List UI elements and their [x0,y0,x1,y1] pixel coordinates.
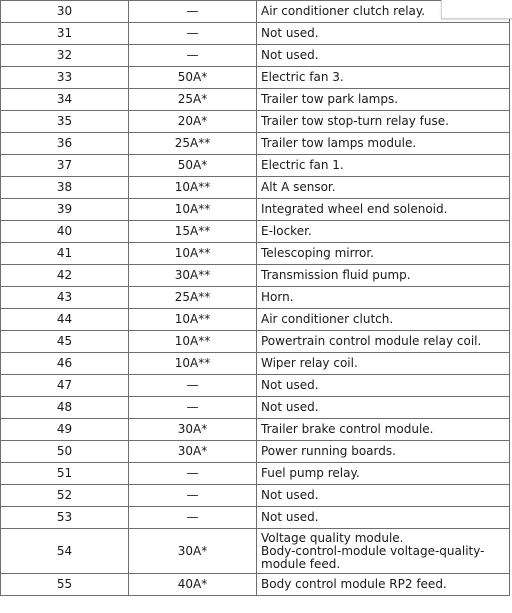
fuse-description-cell [257,199,510,221]
fuse-description-cell [257,89,510,111]
fuse-description-cell [257,529,510,574]
fuse-number-cell: 49 [1,419,129,441]
fuse-amperage-cell: 30A** [129,265,257,287]
fuse-description-cell [257,507,510,529]
table-row [1,133,510,155]
fuse-description-cell [257,463,510,485]
fuse-amperage-cell: 30A* [129,419,257,441]
fuse-description-cell [257,353,510,375]
table-row [1,111,510,133]
fuse-amperage-cell: — [129,397,257,419]
fuse-number-cell: 51 [1,463,129,485]
table-row [1,375,510,397]
fuse-number-cell: 50 [1,441,129,463]
fuse-amperage-cell: 40A* [129,574,257,596]
fuse-number-cell: 43 [1,287,129,309]
table-row [1,574,510,596]
description-line: Not used. [261,510,319,524]
fuse-description-cell [257,287,510,309]
fuse-number-cell: 39 [1,199,129,221]
fuse-number-cell: 34 [1,89,129,111]
fuse-description-cell [257,177,510,199]
description-line: Air conditioner clutch. [261,312,394,326]
fuse-number-cell: 45 [1,331,129,353]
fuse-number-cell: 42 [1,265,129,287]
fuse-amperage-cell: 50A* [129,155,257,177]
table-row [1,177,510,199]
fuse-description-cell [257,331,510,353]
fuse-amperage-cell: — [129,23,257,45]
table-row [1,89,510,111]
fuse-amperage-cell: 30A* [129,529,257,574]
fuse-amperage-cell: — [129,507,257,529]
fuse-description-cell [257,155,510,177]
fuse-table-body [1,1,510,596]
description-line: Telescoping mirror. [261,246,374,260]
table-row [1,529,510,574]
fuse-number-cell: 46 [1,353,129,375]
fuse-description-cell [257,265,510,287]
fuse-description-cell [257,574,510,596]
fuse-number-cell: 35 [1,111,129,133]
description-line: Not used. [261,400,319,414]
fuse-number-cell: 47 [1,375,129,397]
fuse-amperage-cell: — [129,1,257,23]
fuse-amperage-cell: 25A** [129,287,257,309]
description-line: Transmission fluid pump. [261,268,411,282]
table-row [1,397,510,419]
table-row [1,265,510,287]
fuse-number-cell: 48 [1,397,129,419]
fuse-description-cell [257,485,510,507]
description-line: Alt A sensor. [261,180,336,194]
table-row [1,45,510,67]
fuse-amperage-cell: 10A** [129,353,257,375]
table-row [1,419,510,441]
fuse-amperage-cell: 25A* [129,89,257,111]
fuse-amperage-cell: 25A** [129,133,257,155]
description-line: Not used. [261,488,319,502]
fuse-description-cell [257,397,510,419]
description-line: Trailer brake control module. [261,422,434,436]
fuse-number-cell: 30 [1,1,129,23]
table-row [1,463,510,485]
fuse-description-cell [257,45,510,67]
table-row [1,353,510,375]
fuse-description-cell [257,309,510,331]
description-line: Body-control-module voltage-quality- [261,543,485,558]
description-line: Not used. [261,26,319,40]
description-line: Horn. [261,290,294,304]
fuse-amperage-cell: 10A** [129,309,257,331]
fuse-number-cell: 40 [1,221,129,243]
fuse-amperage-cell: 20A* [129,111,257,133]
fuse-description-cell [257,23,510,45]
table-row [1,331,510,353]
description-line: Trailer tow lamps module. [261,136,417,150]
fuse-number-cell: 53 [1,507,129,529]
table-row [1,441,510,463]
fuse-number-cell: 54 [1,529,129,574]
fuse-number-cell: 32 [1,45,129,67]
fuse-number-cell: 55 [1,574,129,596]
table-row [1,67,510,89]
description-line: Not used. [261,48,319,62]
fuse-number-cell: 52 [1,485,129,507]
overlay-box [441,0,512,19]
fuse-amperage-cell: — [129,463,257,485]
description-line: Electric fan 3. [261,70,344,84]
fuse-description-cell [257,111,510,133]
fuse-description-cell [257,221,510,243]
description-line: E-locker. [261,224,312,238]
table-row [1,309,510,331]
fuse-amperage-cell: 15A** [129,221,257,243]
fuse-description-cell [257,441,510,463]
fuse-description-cell [257,375,510,397]
description-line: Body control module RP2 feed. [261,577,447,591]
table-row [1,485,510,507]
description-line: Powertrain control module relay coil. [261,334,482,348]
fuse-amperage-cell: 10A** [129,177,257,199]
table-row [1,243,510,265]
fuse-amperage-cell: — [129,375,257,397]
description-line: Power running boards. [261,444,396,458]
description-line: Trailer tow stop-turn relay fuse. [261,114,449,128]
description-line: Not used. [261,378,319,392]
description-line: Air conditioner clutch relay. [261,4,426,18]
fuse-amperage-cell: — [129,45,257,67]
description-line: Integrated wheel end solenoid. [261,202,448,216]
description-line: Voltage quality module. [261,530,404,545]
fuse-description-cell [257,419,510,441]
fuse-description-cell [257,243,510,265]
fuse-number-cell: 38 [1,177,129,199]
table-row [1,23,510,45]
fuse-number-cell: 31 [1,23,129,45]
description-line: Wiper relay coil. [261,356,358,370]
fuse-amperage-cell: 30A* [129,441,257,463]
fuse-description-cell [257,133,510,155]
fuse-amperage-cell: — [129,485,257,507]
description-line: Fuel pump relay. [261,466,360,480]
fuse-description-cell [257,67,510,89]
fuse-number-cell: 44 [1,309,129,331]
table-row [1,287,510,309]
table-row [1,507,510,529]
fuse-amperage-cell: 10A** [129,331,257,353]
fuse-number-cell: 37 [1,155,129,177]
description-line: Electric fan 1. [261,158,344,172]
fuse-amperage-cell: 10A** [129,243,257,265]
description-line: module feed. [261,556,341,571]
description-line: Trailer tow park lamps. [261,92,399,106]
fuse-number-cell: 33 [1,67,129,89]
table-row [1,199,510,221]
fuse-amperage-cell: 50A* [129,67,257,89]
fuse-number-cell: 41 [1,243,129,265]
table-row [1,1,510,23]
fuse-amperage-cell: 10A** [129,199,257,221]
fuse-number-cell: 36 [1,133,129,155]
table-row [1,221,510,243]
table-row [1,155,510,177]
